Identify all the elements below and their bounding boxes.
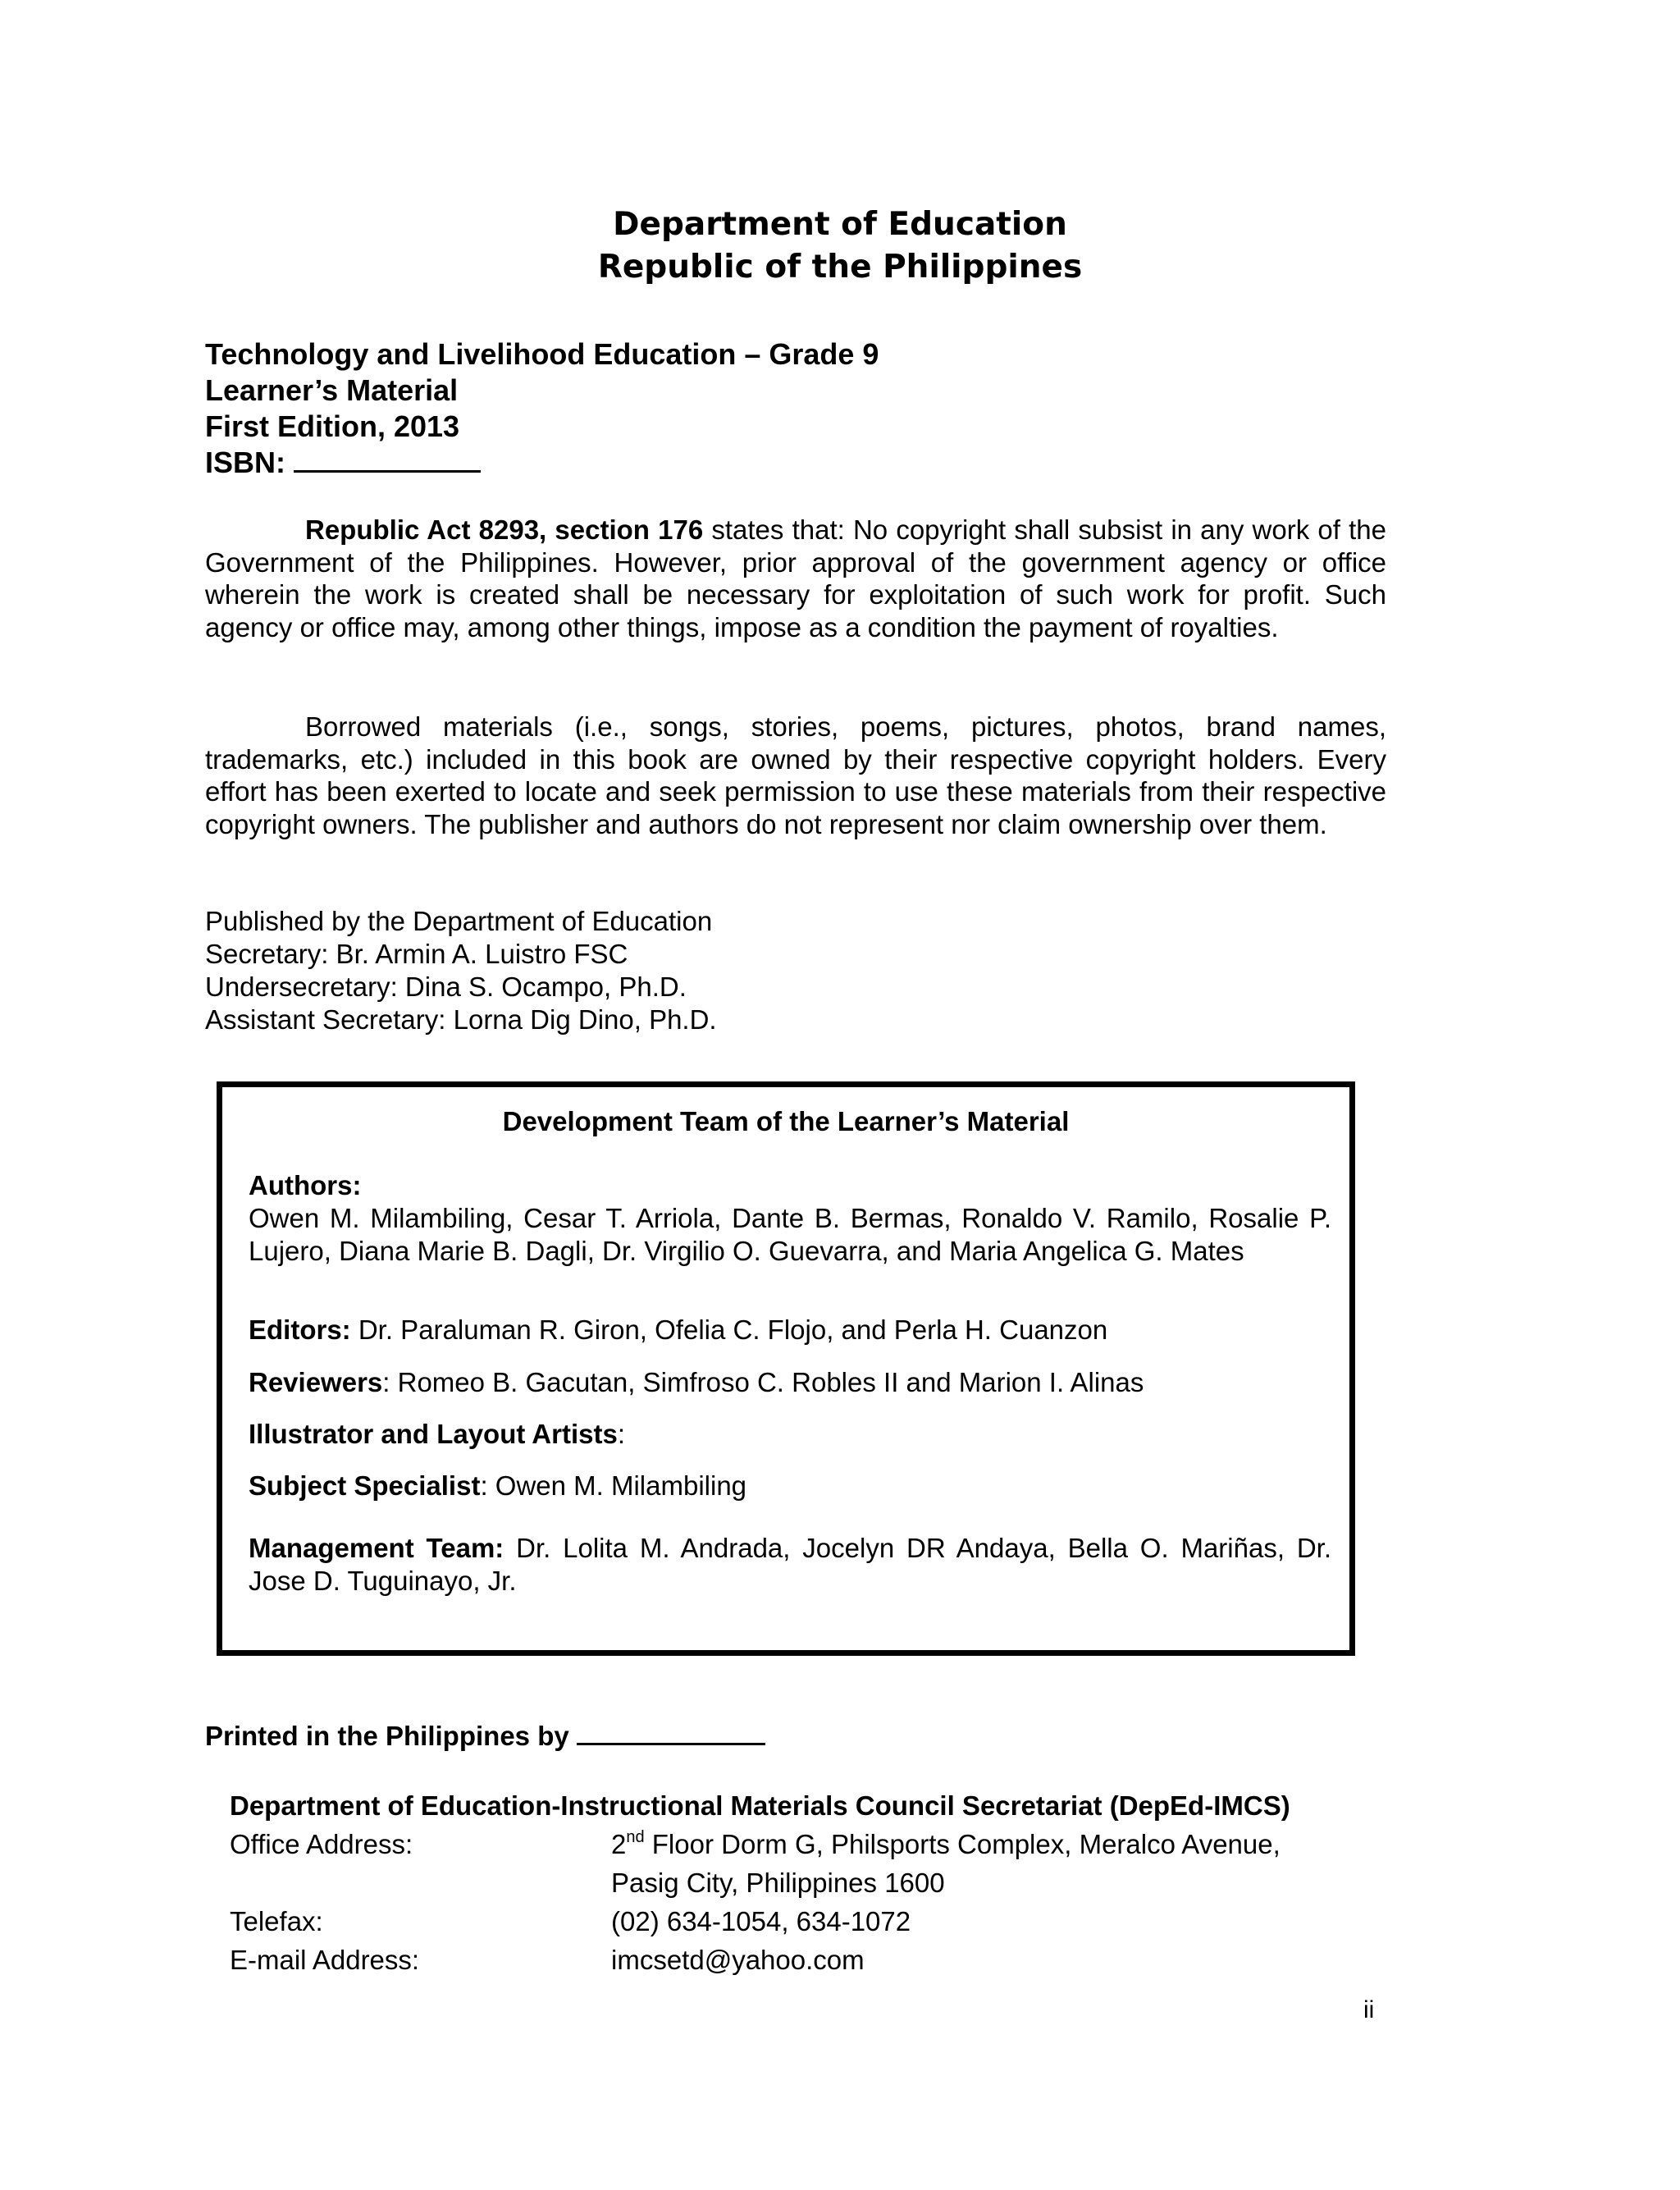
authors-section [249, 1169, 1331, 1268]
title-block [205, 336, 879, 481]
authors-label: Authors: [249, 1170, 362, 1200]
authors-list: Owen M. Milambiling, Cesar T. Arriola, Dante B. Bermas, Ronaldo V. Ramilo, Rosalie P. Lujero, Diana Marie B. Dagli, Dr. Virgilio O. Guevarra, and Maria Angelica G. Mates [249, 1203, 1331, 1266]
secretary: Secretary: Br. Armin A. Luistro FSC [205, 939, 628, 969]
specialist-label: Subject Specialist [249, 1470, 481, 1501]
illustrator-section [249, 1418, 1331, 1451]
header-republic: Republic of the Philippines [597, 249, 1083, 286]
illustrator-value: : [617, 1419, 626, 1449]
address-rest: Floor Dorm G, Philsports Complex, Meralco Avenue, [644, 1829, 1281, 1859]
editors-list: Dr. Paraluman R. Giron, Ofelia C. Flojo, and Perla H. Cuanzon [350, 1314, 1108, 1345]
management-list: Dr. Lolita M. Andrada, Jocelyn DR Andaya, Bella O. Mariñas, Dr. Jose D. Tuguinayo, Jr. [249, 1533, 1332, 1596]
telefax-label: Telefax: [230, 1906, 323, 1936]
printed-label: Printed in the Philippines by [205, 1721, 569, 1751]
office-address-line1 [611, 1825, 1281, 1863]
published-by: Published by the Department of Education [205, 906, 713, 936]
development-team-box [217, 1081, 1355, 1656]
editors-label: Editors: [249, 1314, 351, 1345]
floor-number: 2 [611, 1829, 627, 1859]
undersecretary: Undersecretary: Dina S. Ocampo, Ph.D. [205, 972, 687, 1002]
material-type: Learner’s Material [205, 373, 459, 407]
email-value: imcsetd@yahoo.com [611, 1945, 865, 1975]
printed-blank [577, 1718, 765, 1745]
reviewers-list: : Romeo B. Gacutan, Simfroso C. Robles II and Marion I. Alinas [382, 1367, 1144, 1397]
course-title: Technology and Livelihood Education – Grade 9 [205, 337, 879, 371]
copyright-notice [205, 514, 1386, 643]
office-address-row-2 [230, 1863, 1290, 1902]
isbn-blank [294, 446, 481, 473]
borrowed-materials-notice [205, 711, 1386, 840]
telefax-value: (02) 634-1054, 634-1072 [611, 1906, 911, 1936]
illustrator-label: Illustrator and Layout Artists [249, 1419, 618, 1449]
imcs-title: Department of Education-Instructional Materials Council Secretariat (DepEd-IMCS) [230, 1790, 1290, 1821]
borrowed-text: Borrowed materials (i.e., songs, stories, poems, pictures, photos, brand names, trademarks, etc.) included in this book are owned by their respective copyright holders. Every effort has been exerted to locate and seek permission to use these materials from their respective copyright owners. The publisher and authors do not represent nor claim ownership over them. [205, 711, 1386, 839]
edition: First Edition, 2013 [205, 409, 460, 443]
reviewers-label: Reviewers [249, 1367, 383, 1397]
office-address-row [230, 1825, 1290, 1863]
email-row [230, 1941, 1290, 1979]
specialist-section [249, 1470, 1331, 1502]
imcs-contact [230, 1786, 1290, 1979]
office-address-label: Office Address: [230, 1829, 413, 1859]
publisher-info [205, 905, 717, 1036]
dev-team-title: Development Team of the Learner’s Material [502, 1106, 1070, 1136]
header-department: Department of Education [613, 206, 1067, 243]
isbn-line [205, 445, 879, 481]
reviewers-section [249, 1366, 1331, 1399]
management-section [249, 1532, 1331, 1598]
office-address-line2: Pasig City, Philippines 1600 [611, 1868, 945, 1898]
floor-ordinal: nd [626, 1828, 645, 1846]
isbn-label: ISBN: [205, 446, 285, 479]
act-citation: Republic Act 8293, section 176 [305, 514, 704, 545]
page-number: ii [1363, 1996, 1375, 2023]
management-label: Management Team: [249, 1533, 504, 1563]
assistant-secretary: Assistant Secretary: Lorna Dig Dino, Ph.D. [205, 1004, 717, 1035]
page-header [0, 203, 1680, 289]
act-text: states that: No copyright shall subsist in any work of the Government of the Philippines. However, prior approval of the government agency or office wherein the work is created shall be necessary for exploitation of such work for profit. Such agency or office may, among other things, impose as a condition the payment of royalties. [205, 514, 1386, 642]
telefax-row [230, 1902, 1290, 1941]
email-label: E-mail Address: [230, 1945, 420, 1975]
specialist-value: : Owen M. Milambiling [480, 1470, 747, 1501]
printed-by-line [205, 1718, 765, 1753]
editors-section [249, 1314, 1331, 1346]
